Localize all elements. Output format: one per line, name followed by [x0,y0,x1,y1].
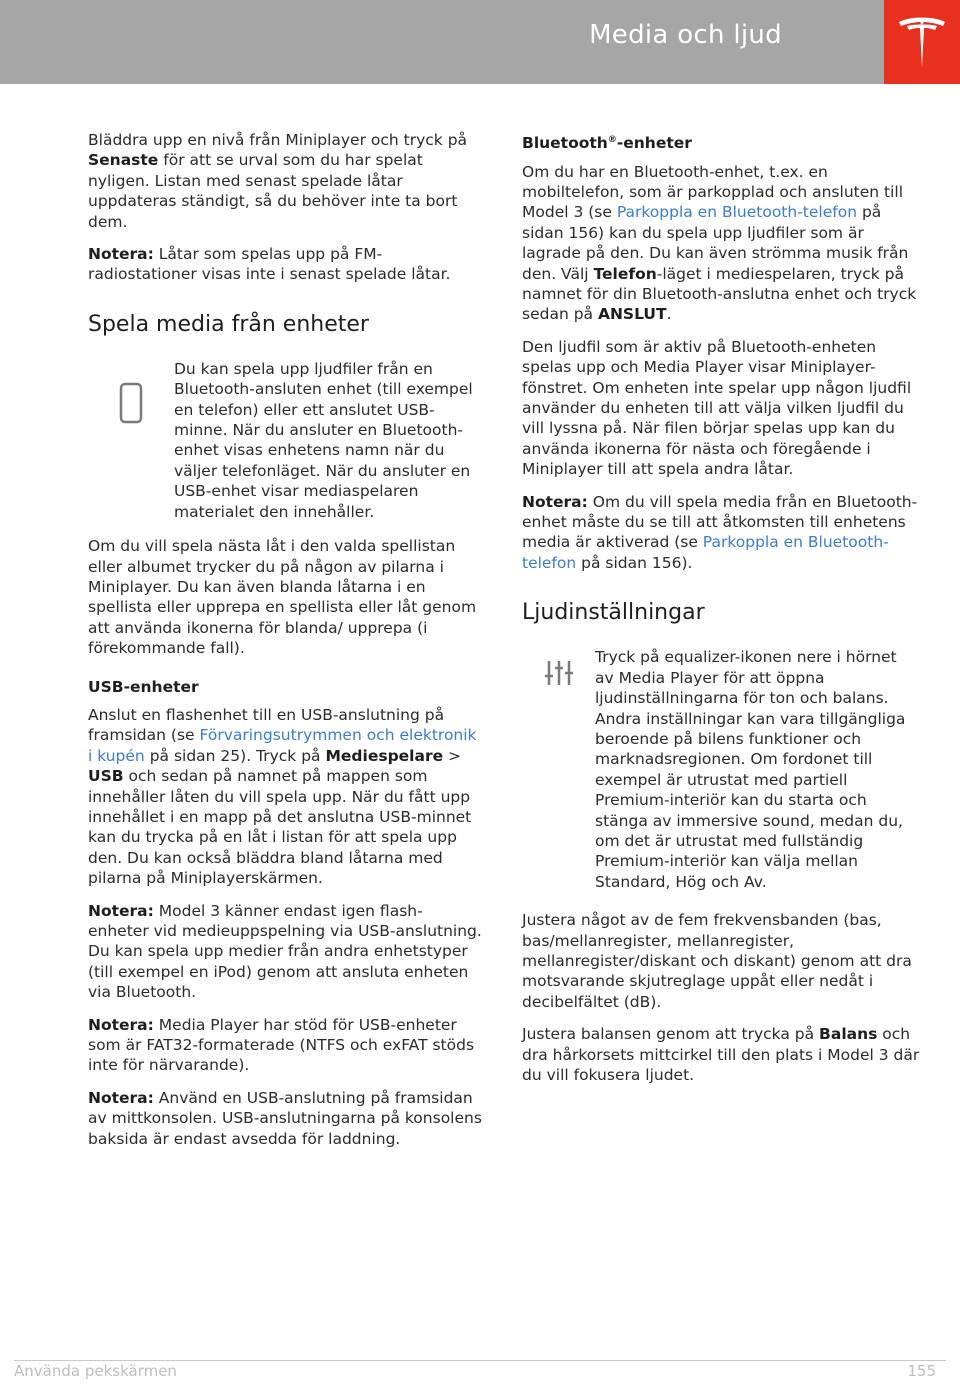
device-info-text: Du kan spela upp ljudfiler från en Bluetooth-ansluten enhet (till exempel en telefon) eller ett anslutet USB-minne. När du ansluter en Bluetooth-enhet visas enhetens namn när du väljer telefonläget. När du ansluter en USB-enhet visar mediaspelaren materialet den innehåller. [174,359,473,521]
device-info-block [88,359,483,522]
note-paragraph: Notera: Låtar som spelas upp på FM-radiostationer visas inte i senast spelade låtar. [88,245,451,284]
phone-icon [118,381,144,425]
bluetooth-heading: Bluetooth®-enheter [522,134,692,153]
section-heading-audio: Ljudinställningar [522,600,705,626]
pair-bluetooth-link[interactable]: Parkoppla en Bluetooth-telefon [616,203,858,222]
intro-paragraph: Bläddra upp en nivå från Miniplayer och tryck på Senaste för att se urval som du har spelat nyligen. Listan med senast spelade låtar uppdateras ständigt, så du behöver inte ta bort dem. [88,131,468,231]
note-paragraph: Notera: Model 3 känner endast igen flash-enheter vid medieuppspelning via USB-anslutning. Du kan spela upp medier från andra enhetstyper (till exempel en iPod) genom att ansluta enheten via Bluetooth. [88,901,482,1002]
page-header [0,0,884,84]
equalizer-paragraph: Justera något av de fem frekvensbanden (bas, bas/mellanregister, mellanregister, mellanregister/diskant och diskant) genom att dra motsvarande skjutreglage uppåt eller nedåt i decibelfältet (dB). [522,911,912,1011]
note-paragraph: Notera: Om du vill spela media från en Bluetooth-enhet måste du se till att åtkomsten till enhetens media är aktiverad (se Parkoppla en Bluetooth-telefon på sidan 156). [522,492,918,572]
footer-divider [14,1360,946,1361]
note-paragraph: Notera: Media Player har stöd för USB-enheter som är FAT32-formaterade (NTFS och exFAT stöds inte för närvarande). [88,1015,475,1075]
left-column [88,130,483,1161]
audio-settings-text: Tryck på equalizer-ikonen nere i hörnet av Media Player för att öppna ljudinställningarna för ton och balans. Andra inställningar kan vara tillgängliga beroende på bilens funktioner och marknadsregionen. Om fordonet till exempel är utrustat med partiell Premium-interiör kan du starta och stänga av immersive sound, medan du, om det är utrustat med fullständig Premium-interiör kan välja mellan Standard, Hög och Av. [595,648,906,891]
tesla-logo-icon [897,14,947,70]
usb-paragraph: Anslut en flashenhet till en USB-anslutning på framsidan (se Förvaringsutrymmen och elektronik i kupén på sidan 25). Tryck på Mediespelare > USB och sedan på namnet på mappen som innehåller låten du vill spela upp. När du fått upp innehållet i en mapp på det anslutna USB-minnet kan du trycka på en låt i listan för att spela upp den. Du kan också bläddra bland låtarna med pilarna på Miniplayerskärmen. [88,705,477,888]
storage-link[interactable]: Förvaringsutrymmen och elektronik i kupén [88,726,477,765]
note-paragraph: Notera: Använd en USB-anslutning på framsidan av mittkonsolen. USB-anslutningarna på konsolens baksida är endast avsedda för laddning. [88,1088,482,1148]
balance-paragraph: Justera balansen genom att trycka på Balans och dra hårkorsets mittcirkel till den plats i Model 3 där du vill fokusera ljudet. [522,1025,920,1084]
page-title: Media och ljud [589,20,782,50]
usb-heading: USB-enheter [88,677,199,696]
section-heading-media: Spela media från enheter [88,311,369,337]
next-song-paragraph: Om du vill spela nästa låt i den valda spellistan eller albumet trycker du på någon av pilarna i Miniplayer. Du kan även blanda låtarna i en spellista eller upprepa en spellista eller låt genom att använda ikonerna för blanda/ upprepa (i förekommande fall). [88,537,477,658]
equalizer-icon [544,659,574,687]
right-column [522,130,920,1097]
pair-bluetooth-link[interactable]: Parkoppla en Bluetooth-telefon [522,533,889,572]
bluetooth-paragraph: Om du har en Bluetooth-enhet, t.ex. en mobiltelefon, som är parkopplad och ansluten till Model 3 (se Parkoppla en Bluetooth-telefon på sidan 156) kan du spela upp ljudfiler som är lagrade på den. Du kan även strömma musik från den. Välj Telefon-läget i mediespelaren, tryck på namnet för din Bluetooth-anslutna enhet och tryck sedan på ANSLUT. [522,162,917,324]
page-number: 155 [907,1362,936,1380]
bluetooth-playback-paragraph: Den ljudfil som är aktiv på Bluetooth-enheten spelas upp och Media Player visar Miniplayer-fönstret. Om enheten inte spelar upp någon ljudfil använder du enheten till att välja vilken ljudfil du vill lyssna på. När filen börjar spelas upp kan du använda ikonerna för nästa och föregående i Miniplayer till att spela andra låtar. [522,337,912,479]
footer-section-name: Använda pekskärmen [14,1362,177,1380]
brand-logo [884,0,960,84]
audio-settings-block [522,647,920,892]
